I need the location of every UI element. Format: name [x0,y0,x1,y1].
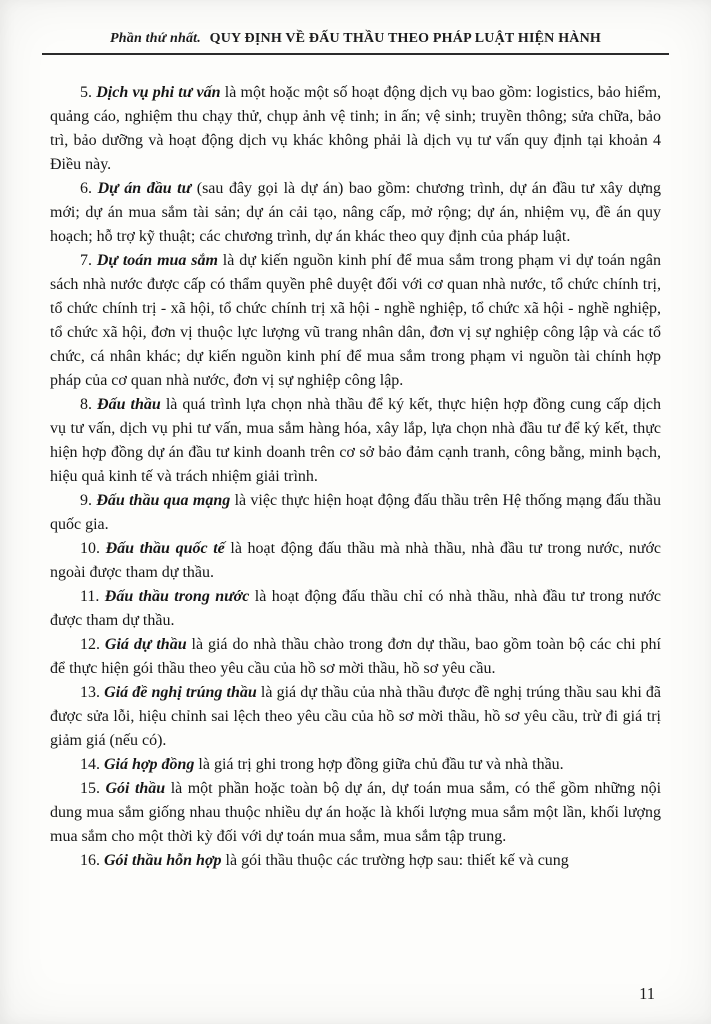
paragraph [50,753,661,777]
paragraph-term: Gói thầu hỗn hợp [104,852,222,869]
paragraph-number: 9. [80,492,92,509]
paragraph-text: là giá trị ghi trong hợp đồng giữa chủ đầu tư và nhà thầu. [198,756,564,773]
paragraph [50,489,661,537]
paragraph [50,681,661,753]
paragraph-text: là hoạt động đấu thầu chỉ có nhà thầu, nhà đầu tư trong nước được tham dự thầu. [50,588,662,629]
paragraph-term: Đấu thầu trong nước [104,588,250,605]
paragraph-term: Đấu thầu [97,396,161,413]
paragraph-term: Đấu thầu quốc tế [105,540,225,557]
header-title: QUY ĐỊNH VỀ ĐẤU THẦU THEO PHÁP LUẬT HIỆN HÀNH [209,31,601,46]
paragraph-text: là dự kiến nguồn kinh phí để mua sắm trong phạm vi dự toán ngân sách nhà nước được cấp có thẩm quyền phê duyệt đối với cơ quan nhà nước, tổ chức chính trị, tổ chức chính trị - xã hội, tổ chức chính trị xã hội - nghề nghiệp, tổ chức xã hội - nghề nghiệp, tổ chức xã hội, đơn vị thuộc lực lượng vũ trang nhân dân, đơn vị sự nghiệp công lập và các tổ chức, cá nhân khác; dự kiến nguồn kinh phí để mua sắm trong phạm vi nguồn tài chính hợp pháp của cơ quan nhà nước, đơn vị sự nghiệp công lập. [50,252,661,389]
paragraph [50,633,661,681]
paragraph-number: 16. [80,852,100,869]
paragraph-term: Giá đề nghị trúng thầu [104,684,257,701]
paragraph-number: 13. [80,684,100,701]
paragraph-term: Giá dự thầu [104,636,187,653]
paragraph-number: 12. [80,636,100,653]
paragraph-number: 14. [80,756,100,773]
paragraph [50,777,661,849]
paragraph-number: 11. [80,588,100,605]
paragraph-term: Giá hợp đồng [104,756,195,773]
paragraph-term: Gói thầu [105,780,166,797]
paragraph-term: Dịch vụ phi tư vấn [96,84,221,101]
paragraph-text: là quá trình lựa chọn nhà thầu để ký kết, thực hiện hợp đồng cung cấp dịch vụ tư vấn, dịch vụ phi tư vấn, mua sắm hàng hóa, xây lắp, lựa chọn nhà đầu tư để ký kết, thực hiện hợp đồng dự án đầu tư kinh doanh trên cơ sở bảo đảm cạnh tranh, công bằng, minh bạch, hiệu quả kinh tế và trách nhiệm giải trình. [50,396,662,485]
paragraph-number: 10. [80,540,100,557]
paragraph-term: Dự toán mua sắm [96,252,218,269]
paragraph-number: 8. [80,396,92,413]
page-content [50,81,661,873]
paragraph-number: 6. [80,180,92,197]
paragraph [50,81,661,177]
paragraph-text: là gói thầu thuộc các trường hợp sau: thiết kế và cung [225,852,569,869]
page-header [42,30,669,55]
paragraph-text: là hoạt động đấu thầu mà nhà thầu, nhà đầu tư trong nước, nước ngoài được tham dự thầu. [50,540,661,581]
paragraph [50,849,661,873]
paragraph-term: Đấu thầu qua mạng [96,492,231,509]
paragraph-text: là giá dự thầu của nhà thầu được đề nghị trúng thầu sau khi đã được sửa lỗi, hiệu chỉnh sai lệch theo yêu cầu của hồ sơ mời thầu, hồ sơ yêu cầu, trừ đi giá trị giảm giá (nếu có). [50,684,662,749]
paragraph-number: 7. [80,252,92,269]
header-part-label: Phần thứ nhất. [110,31,201,46]
paragraph-term: Dự án đầu tư [97,180,192,197]
page-number: 11 [639,984,655,1003]
paragraph [50,249,661,393]
paragraph [50,177,661,249]
paragraph [50,585,661,633]
paragraph-text: là một phần hoặc toàn bộ dự án, dự toán mua sắm, có thể gồm những nội dung mua sắm giống nhau thuộc nhiều dự án hoặc là khối lượng mua sắm một lần, khối lượng mua sắm cho một thời kỳ đối với dự toán mua sắm, mua sắm tập trung. [50,780,662,845]
paragraph-text: là một hoặc một số hoạt động dịch vụ bao gồm: logistics, bảo hiểm, quảng cáo, nghiệm thu chạy thử, chụp ảnh vệ tinh; in ấn; vệ sinh; truyền thông; sửa chữa, bảo trì, bảo dưỡng và hoạt động dịch vụ khác không phải là dịch vụ tư vấn quy định tại khoản 4 Điều này. [50,84,662,173]
paragraph-text: là giá do nhà thầu chào trong đơn dự thầu, bao gồm toàn bộ các chi phí để thực hiện gói thầu theo yêu cầu của hồ sơ mời thầu, hồ sơ yêu cầu. [50,636,662,677]
paragraph-text: là việc thực hiện hoạt động đấu thầu trên Hệ thống mạng đấu thầu quốc gia. [50,492,662,533]
paragraph-number: 5. [80,84,92,101]
paragraph-number: 15. [80,780,100,797]
paragraph [50,537,661,585]
paragraph-text: (sau đây gọi là dự án) bao gồm: chương trình, dự án đầu tư xây dựng mới; dự án mua sắm tài sản; dự án cải tạo, nâng cấp, mở rộng; dự án, nhiệm vụ, đề án quy hoạch; hỗ trợ kỹ thuật; các chương trình, dự án khác theo quy định của pháp luật. [50,180,662,245]
paragraph [50,393,661,489]
